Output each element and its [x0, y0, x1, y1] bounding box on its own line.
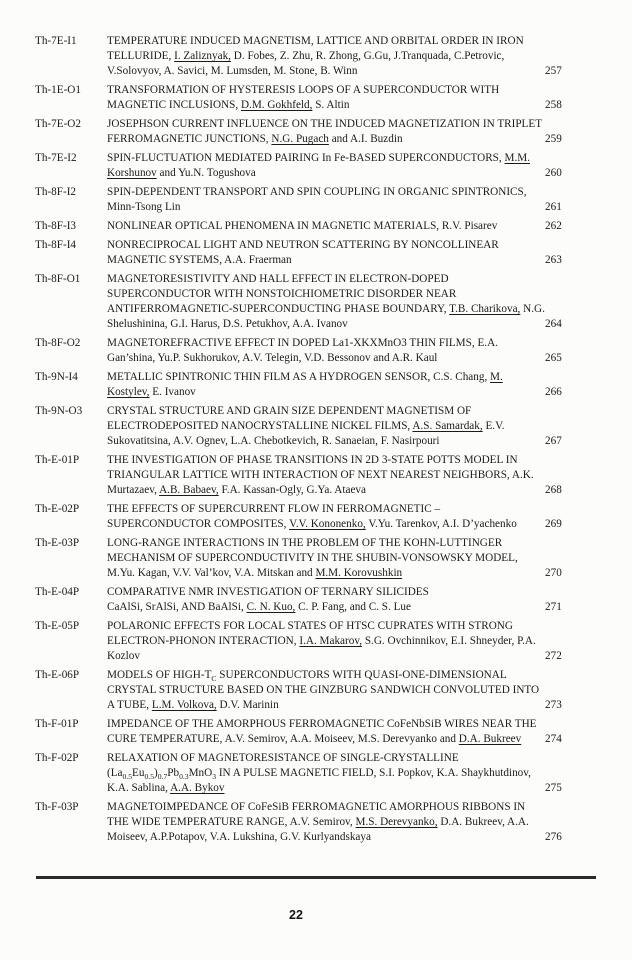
entry-title-authors: THE INVESTIGATION OF PHASE TRANSITIONS IN 2D 3-STATE POTTS MODEL IN TRIANGULAR LATTICE WITH INTERACTION OF NEXT NEAREST NEIGHBORS, A.K. Murtazaev, A.B. Babaev, F.A. Kassan-Ogly, G.Ya. Ataeva [107, 454, 534, 496]
entry-page-number: 266 [545, 386, 562, 398]
toc-entry [35, 272, 632, 332]
toc-entry [35, 83, 632, 113]
toc-entry [35, 717, 632, 747]
entry-title-authors: MAGNETOIMPEDANCE OF CoFeSiB FERROMAGNETIC AMORPHOUS RIBBONS IN THE WIDE TEMPERATURE RANGE, A.V. Semirov, M.S. Derevyanko, D.A. Bukreev, A.A. Moiseev, A.P.Potapov, V.A. Lukshina, G.V. Kurlyandskaya [107, 801, 529, 843]
session-code: Th-8F-O2 [35, 337, 81, 349]
toc-entry [35, 585, 632, 615]
session-code: Th-9N-I4 [35, 371, 78, 383]
session-code: Th-E-05P [35, 620, 80, 632]
toc-entry [35, 34, 632, 79]
session-code: Th-7E-O2 [35, 118, 81, 130]
entry-page-number: 272 [545, 650, 562, 662]
entry-page-number: 258 [545, 99, 562, 111]
entry-title-authors: MAGNETOREFRACTIVE EFFECT IN DOPED La1-XKXMnO3 THIN FILMS, E.A. Gan’shina, Yu.P. Sukhorukov, A.V. Telegin, V.D. Bessonov and A.R. Kaul [107, 337, 498, 364]
session-code: Th-F-01P [35, 718, 79, 730]
entry-page-number: 260 [545, 167, 562, 179]
entry-page-number: 257 [545, 65, 562, 77]
entry-title-authors: LONG-RANGE INTERACTIONS IN THE PROBLEM OF THE KOHN-LUTTINGER MECHANISM OF SUPERCONDUCTIVITY IN THE SHUBIN-VONSOWSKY MODEL, M.Yu. Kagan, V.V. Val’kov, V.A. Mitskan and M.M. Korovushkin [107, 537, 518, 579]
entry-title-authors: CRYSTAL STRUCTURE AND GRAIN SIZE DEPENDENT MAGNETISM OF ELECTRODEPOSITED NANOCRYSTALLINE NICKEL FILMS, A.S. Samardak, E.V. Sukovatitsina, A.V. Ognev, L.A. Chebotkevich, R. Sanaeian, F. Nasirpouri [107, 405, 505, 447]
entry-page-number: 273 [545, 699, 562, 711]
entry-title-authors: POLARONIC EFFECTS FOR LOCAL STATES OF HTSC CUPRATES WITH STRONG ELECTRON-PHONON INTERACTION, I.A. Makarov, S.G. Ovchinnikov, E.I. Shneyder, P.A. Kozlov [107, 620, 536, 662]
entry-title-authors: MAGNETORESISTIVITY AND HALL EFFECT IN ELECTRON-DOPED SUPERCONDUCTOR WITH NONSTOICHIOMETRIC DISORDER NEAR ANTIFERROMAGNETIC-SUPERCONDUCTING PHASE BOUNDARY, T.B. Charikova, N.G. Shelushinina, G.I. Harus, D.S. Petukhov, A.A. Ivanov [107, 273, 545, 330]
entry-title-authors: JOSEPHSON CURRENT INFLUENCE ON THE INDUCED MAGNETIZATION IN TRIPLET FERROMAGNETIC JUNCTIONS, N.G. Pugach and A.I. Buzdin [107, 118, 542, 145]
session-code: Th-E-03P [35, 537, 80, 549]
entry-page-number: 259 [545, 133, 562, 145]
session-code: Th-8F-O1 [35, 273, 81, 285]
toc-entry [35, 619, 632, 664]
session-code: Th-8F-I3 [35, 220, 77, 232]
session-code: Th-E-06P [35, 669, 80, 681]
entry-title-authors: NONLINEAR OPTICAL PHENOMENA IN MAGNETIC MATERIALS, R.V. Pisarev [107, 220, 498, 232]
session-code: Th-7E-I2 [35, 152, 77, 164]
session-code: Th-7E-I1 [35, 35, 77, 47]
session-code: Th-9N-O3 [35, 405, 83, 417]
toc-entry [35, 117, 632, 147]
toc-entry [35, 668, 632, 713]
entry-page-number: 274 [545, 733, 562, 745]
toc-entry [35, 751, 632, 796]
entry-page-number: 264 [545, 318, 562, 330]
footer-divider [36, 876, 596, 879]
entry-title-authors: SPIN-DEPENDENT TRANSPORT AND SPIN COUPLING IN ORGANIC SPINTRONICS, Minn-Tsong Lin [107, 186, 527, 213]
toc-entry [35, 404, 632, 449]
entry-title-authors: COMPARATIVE NMR INVESTIGATION OF TERNARY SILICIDES CaAlSi, SrAlSi, AND BaAlSi, C. N. Kuo, C. P. Fang, and C. S. Lue [107, 586, 429, 613]
entry-page-number: 263 [545, 254, 562, 266]
entry-page-number: 267 [545, 435, 562, 447]
session-code: Th-F-02P [35, 752, 79, 764]
entry-title-authors: METALLIC SPINTRONIC THIN FILM AS A HYDROGEN SENSOR, C.S. Chang, M. Kostylev, E. Ivanov [107, 371, 503, 398]
session-code: Th-F-03P [35, 801, 79, 813]
session-code: Th-E-02P [35, 503, 80, 515]
toc-entry [35, 502, 632, 532]
toc-entry [35, 151, 632, 181]
toc-entry [35, 219, 632, 234]
entry-title-authors: THE EFFECTS OF SUPERCURRENT FLOW IN FERROMAGNETIC – SUPERCONDUCTOR COMPOSITES, V.V. Kononenko, V.Yu. Tarenkov, A.I. D’yachenko [107, 503, 517, 530]
toc-list [35, 34, 632, 845]
toc-entry [35, 238, 632, 268]
entry-title-authors: TEMPERATURE INDUCED MAGNETISM, LATTICE AND ORBITAL ORDER IN IRON TELLURIDE, I. Zaliznyak, D. Fobes, Z. Zhu, R. Zhong, G.Gu, J.Tranquada, C.Petrovic, V.Solovyov, A. Savici, M. Lumsden, M. Stone, B. Winn [107, 35, 524, 77]
entry-page-number: 276 [545, 831, 562, 843]
session-code: Th-E-01P [35, 454, 80, 466]
entry-page-number: 268 [545, 484, 562, 496]
entry-page-number: 271 [545, 601, 562, 613]
session-code: Th-E-04P [35, 586, 80, 598]
toc-entry [35, 370, 632, 400]
entry-page-number: 262 [545, 220, 562, 232]
session-code: Th-1E-O1 [35, 84, 81, 96]
entry-title-authors: TRANSFORMATION OF HYSTERESIS LOOPS OF A SUPERCONDUCTOR WITH MAGNETIC INCLUSIONS, D.M. Gokhfeld, S. Altin [107, 84, 500, 111]
entry-title-authors: RELAXATION OF MAGNETORESISTANCE OF SINGLE-CRYSTALLINE $(La_{0.5}Eu_{0.5})_{0.7}Pb_{0.3}MnO_3$ IN A PULSE MAGNETIC FIELD, S.I. Popkov, K.A. Shaykhutdinov, K.A. Sablina, A.A. Bykov [107, 752, 531, 794]
entry-page-number: 275 [545, 782, 562, 794]
entry-page-number: 261 [545, 201, 562, 213]
footer-page-number: 22 [289, 908, 303, 922]
entry-title-authors: SPIN-FLUCTUATION MEDIATED PAIRING In Fe-BASED SUPERCONDUCTORS, M.M. Korshunov and Yu.N. Togushova [107, 152, 530, 179]
session-code: Th-8F-I2 [35, 186, 77, 198]
entry-title-authors: IMPEDANCE OF THE AMORPHOUS FERROMAGNETIC CoFeNbSiB WIRES NEAR THE CURE TEMPERATURE, A.V. Semirov, A.A. Moiseev, M.S. Derevyanko and D.A. Bukreev [107, 718, 537, 745]
toc-entry [35, 336, 632, 366]
entry-page-number: 270 [545, 567, 562, 579]
session-code: Th-8F-I4 [35, 239, 77, 251]
entry-title-authors: MODELS OF HIGH-$T_C$ SUPERCONDUCTORS WITH QUASI-ONE-DIMENSIONAL CRYSTAL STRUCTURE BASED ON THE GINZBURG SANDWICH CONVOLUTED INTO A TUBE, L.M. Volkova, D.V. Marinin [107, 669, 540, 711]
toc-entry [35, 185, 632, 215]
entry-page-number: 269 [545, 518, 562, 530]
entry-page-number: 265 [545, 352, 562, 364]
toc-entry [35, 453, 632, 498]
toc-entry [35, 800, 632, 845]
entry-title-authors: NONRECIPROCAL LIGHT AND NEUTRON SCATTERING BY NONCOLLINEAR MAGNETIC SYSTEMS, A.A. Fraerman [107, 239, 499, 266]
toc-entry [35, 536, 632, 581]
